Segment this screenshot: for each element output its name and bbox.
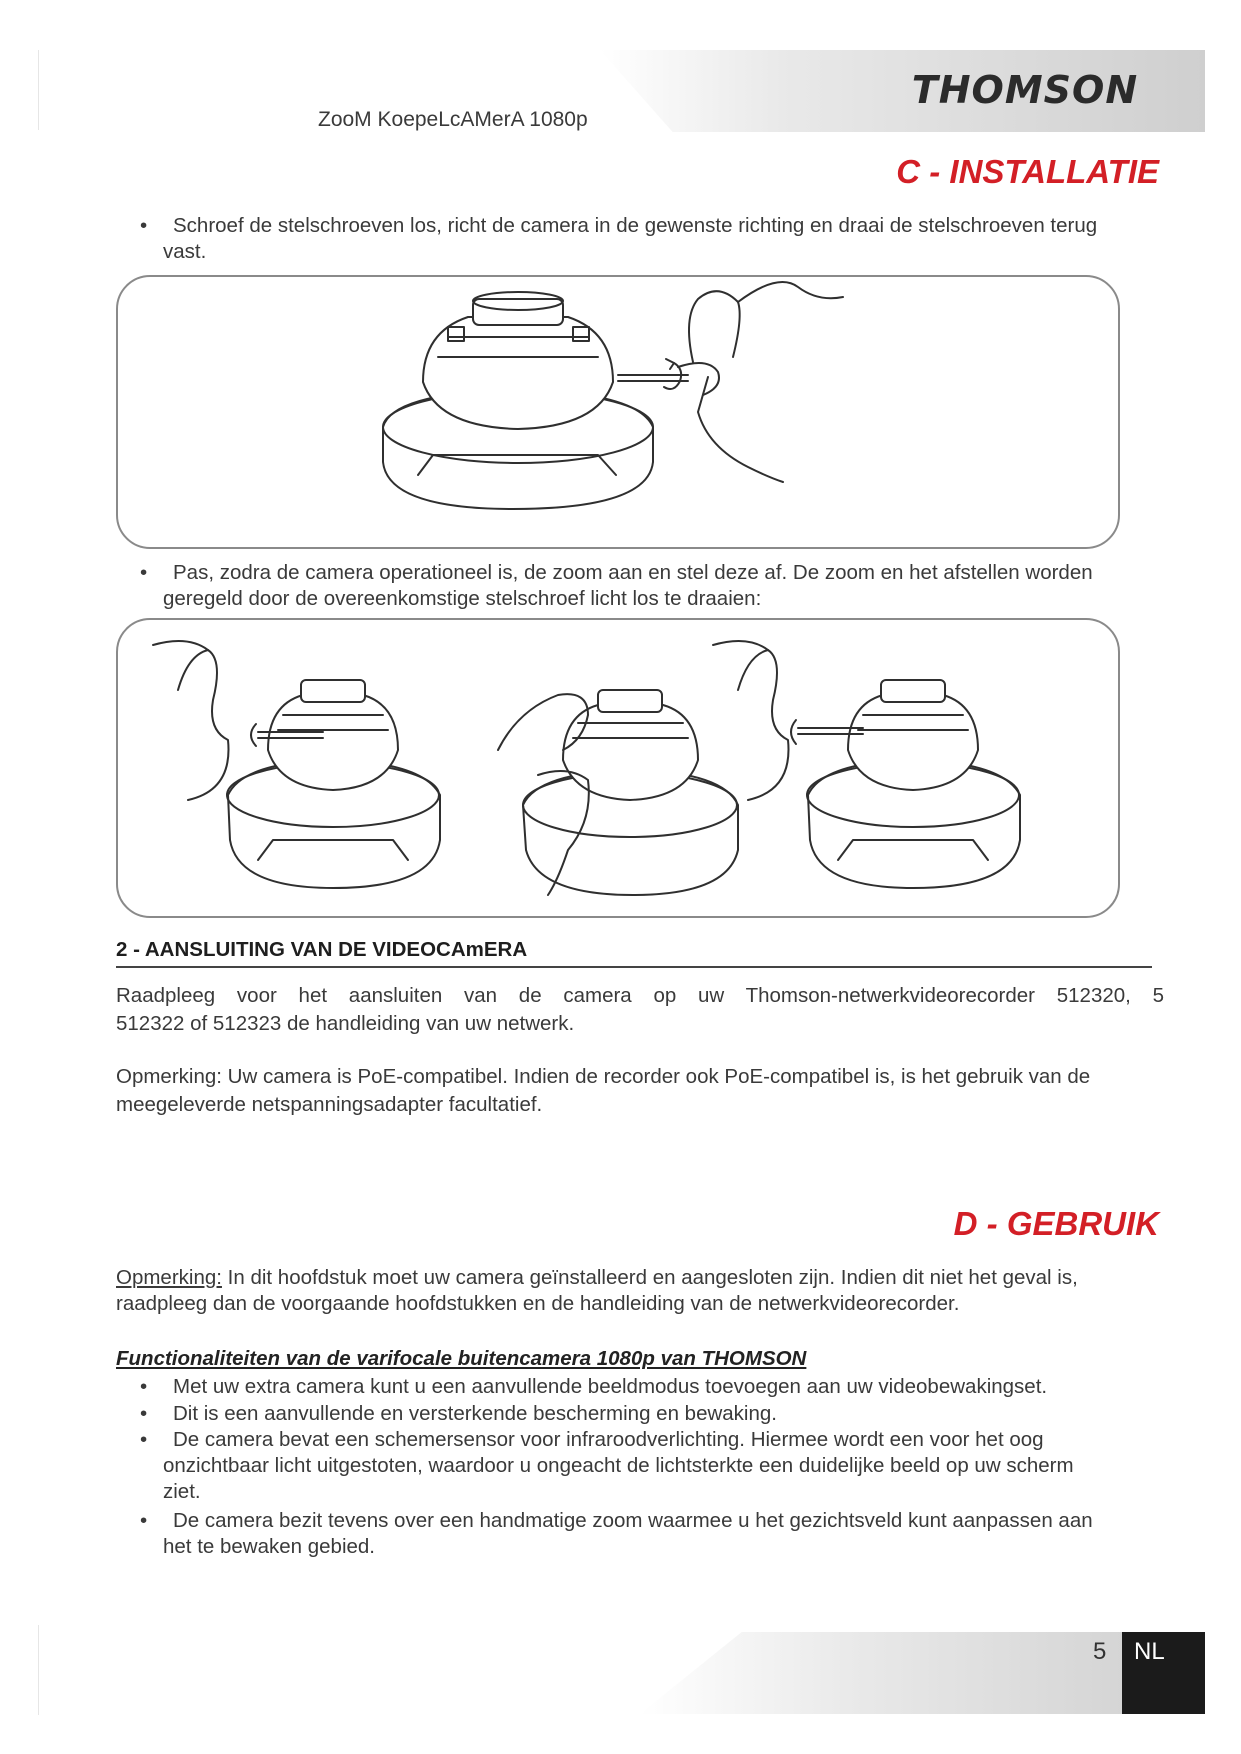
footer-band: [640, 1632, 1205, 1714]
zoom-focus-illustration: [118, 620, 1122, 920]
bullet-dot: •: [140, 1402, 148, 1425]
brand-logo: THOMSON: [911, 68, 1139, 112]
bullet-dot: •: [140, 214, 148, 237]
section-2-heading: 2 - AANSLUITING VAN DE VIDEOCAmERA: [116, 938, 1152, 968]
features-title: Functionaliteiten van de varifocale buitencamera 1080p van THOMSON: [116, 1347, 807, 1370]
bullet-loosen-screws: • Schroef de stelschroeven los, richt de camera in de gewenste richting en draai de stelschroeven terug vast.: [140, 214, 1098, 263]
section-c-heading: C - INSTALLATIE: [896, 153, 1159, 190]
bullet-dot: •: [140, 1509, 148, 1532]
left-margin-line-bottom: [38, 1625, 39, 1715]
feature-item: • De camera bezit tevens over een handmatige zoom waarmee u het gezichtsveld kunt aanpassen aan het te bewaken gebied.: [140, 1509, 1093, 1558]
document-title: ZooM KoepeLcAMerA 1080p: [318, 108, 588, 131]
camera-right: [713, 641, 1020, 888]
feature-item: • De camera bevat een schemersensor voor infraroodverlichting. Hiermee wordt een voor het oog onzichtbaar licht uitgestoten, waardoor u ongeacht de lichtsterkte een duidelijke beeld op uw scherm ziet.: [140, 1428, 1074, 1503]
poe-note: Opmerking: Uw camera is PoE-compatibel. Indien de recorder ook PoE-compatibel is, is het gebruik van de meegeleverde netspanningsadapter facultatief.: [116, 1065, 1091, 1116]
usage-note: Opmerking: In dit hoofdstuk moet uw camera geïnstalleerd en aangesloten zijn. Indien dit niet het geval is, raadpleeg dan de voorgaande hoofdstukken en de handleiding van de netwerkvideorecorder.: [116, 1266, 1078, 1315]
feature-item: • Met uw extra camera kunt u een aanvullende beeldmodus toevoegen aan uw videobewakingset.: [140, 1375, 1048, 1398]
feature-item: • Dit is een aanvullende en versterkende bescherming en bewaking.: [140, 1402, 777, 1425]
bullet-dot: •: [140, 1375, 148, 1398]
camera-middle: [498, 690, 738, 895]
left-margin-line-top: [38, 50, 39, 130]
camera-screwdriver-illustration: [118, 277, 1122, 551]
camera-left: [153, 641, 440, 888]
note-label: Opmerking:: [116, 1266, 222, 1289]
bullet-dot: •: [140, 1428, 148, 1451]
connection-paragraph: Raadpleeg voor het aansluiten van de camera op uw Thomson-netwerkvideorecorder 512320, 5 512322 of 512323 de handleiding van uw netwerk.: [116, 984, 1164, 1035]
page-number: 5: [1093, 1638, 1107, 1665]
language-badge: NL: [1122, 1632, 1205, 1714]
bullet-dot: •: [140, 561, 148, 584]
figure-adjust-screws: [116, 275, 1120, 549]
bullet-zoom-adjust: • Pas, zodra de camera operationeel is, de zoom aan en stel deze af. De zoom en het afstellen worden geregeld door de overeenkomstige stelschroef licht los te draaien:: [140, 561, 1093, 610]
section-d-heading: D - GEBRUIK: [953, 1205, 1159, 1242]
figure-zoom-focus: [116, 618, 1120, 918]
